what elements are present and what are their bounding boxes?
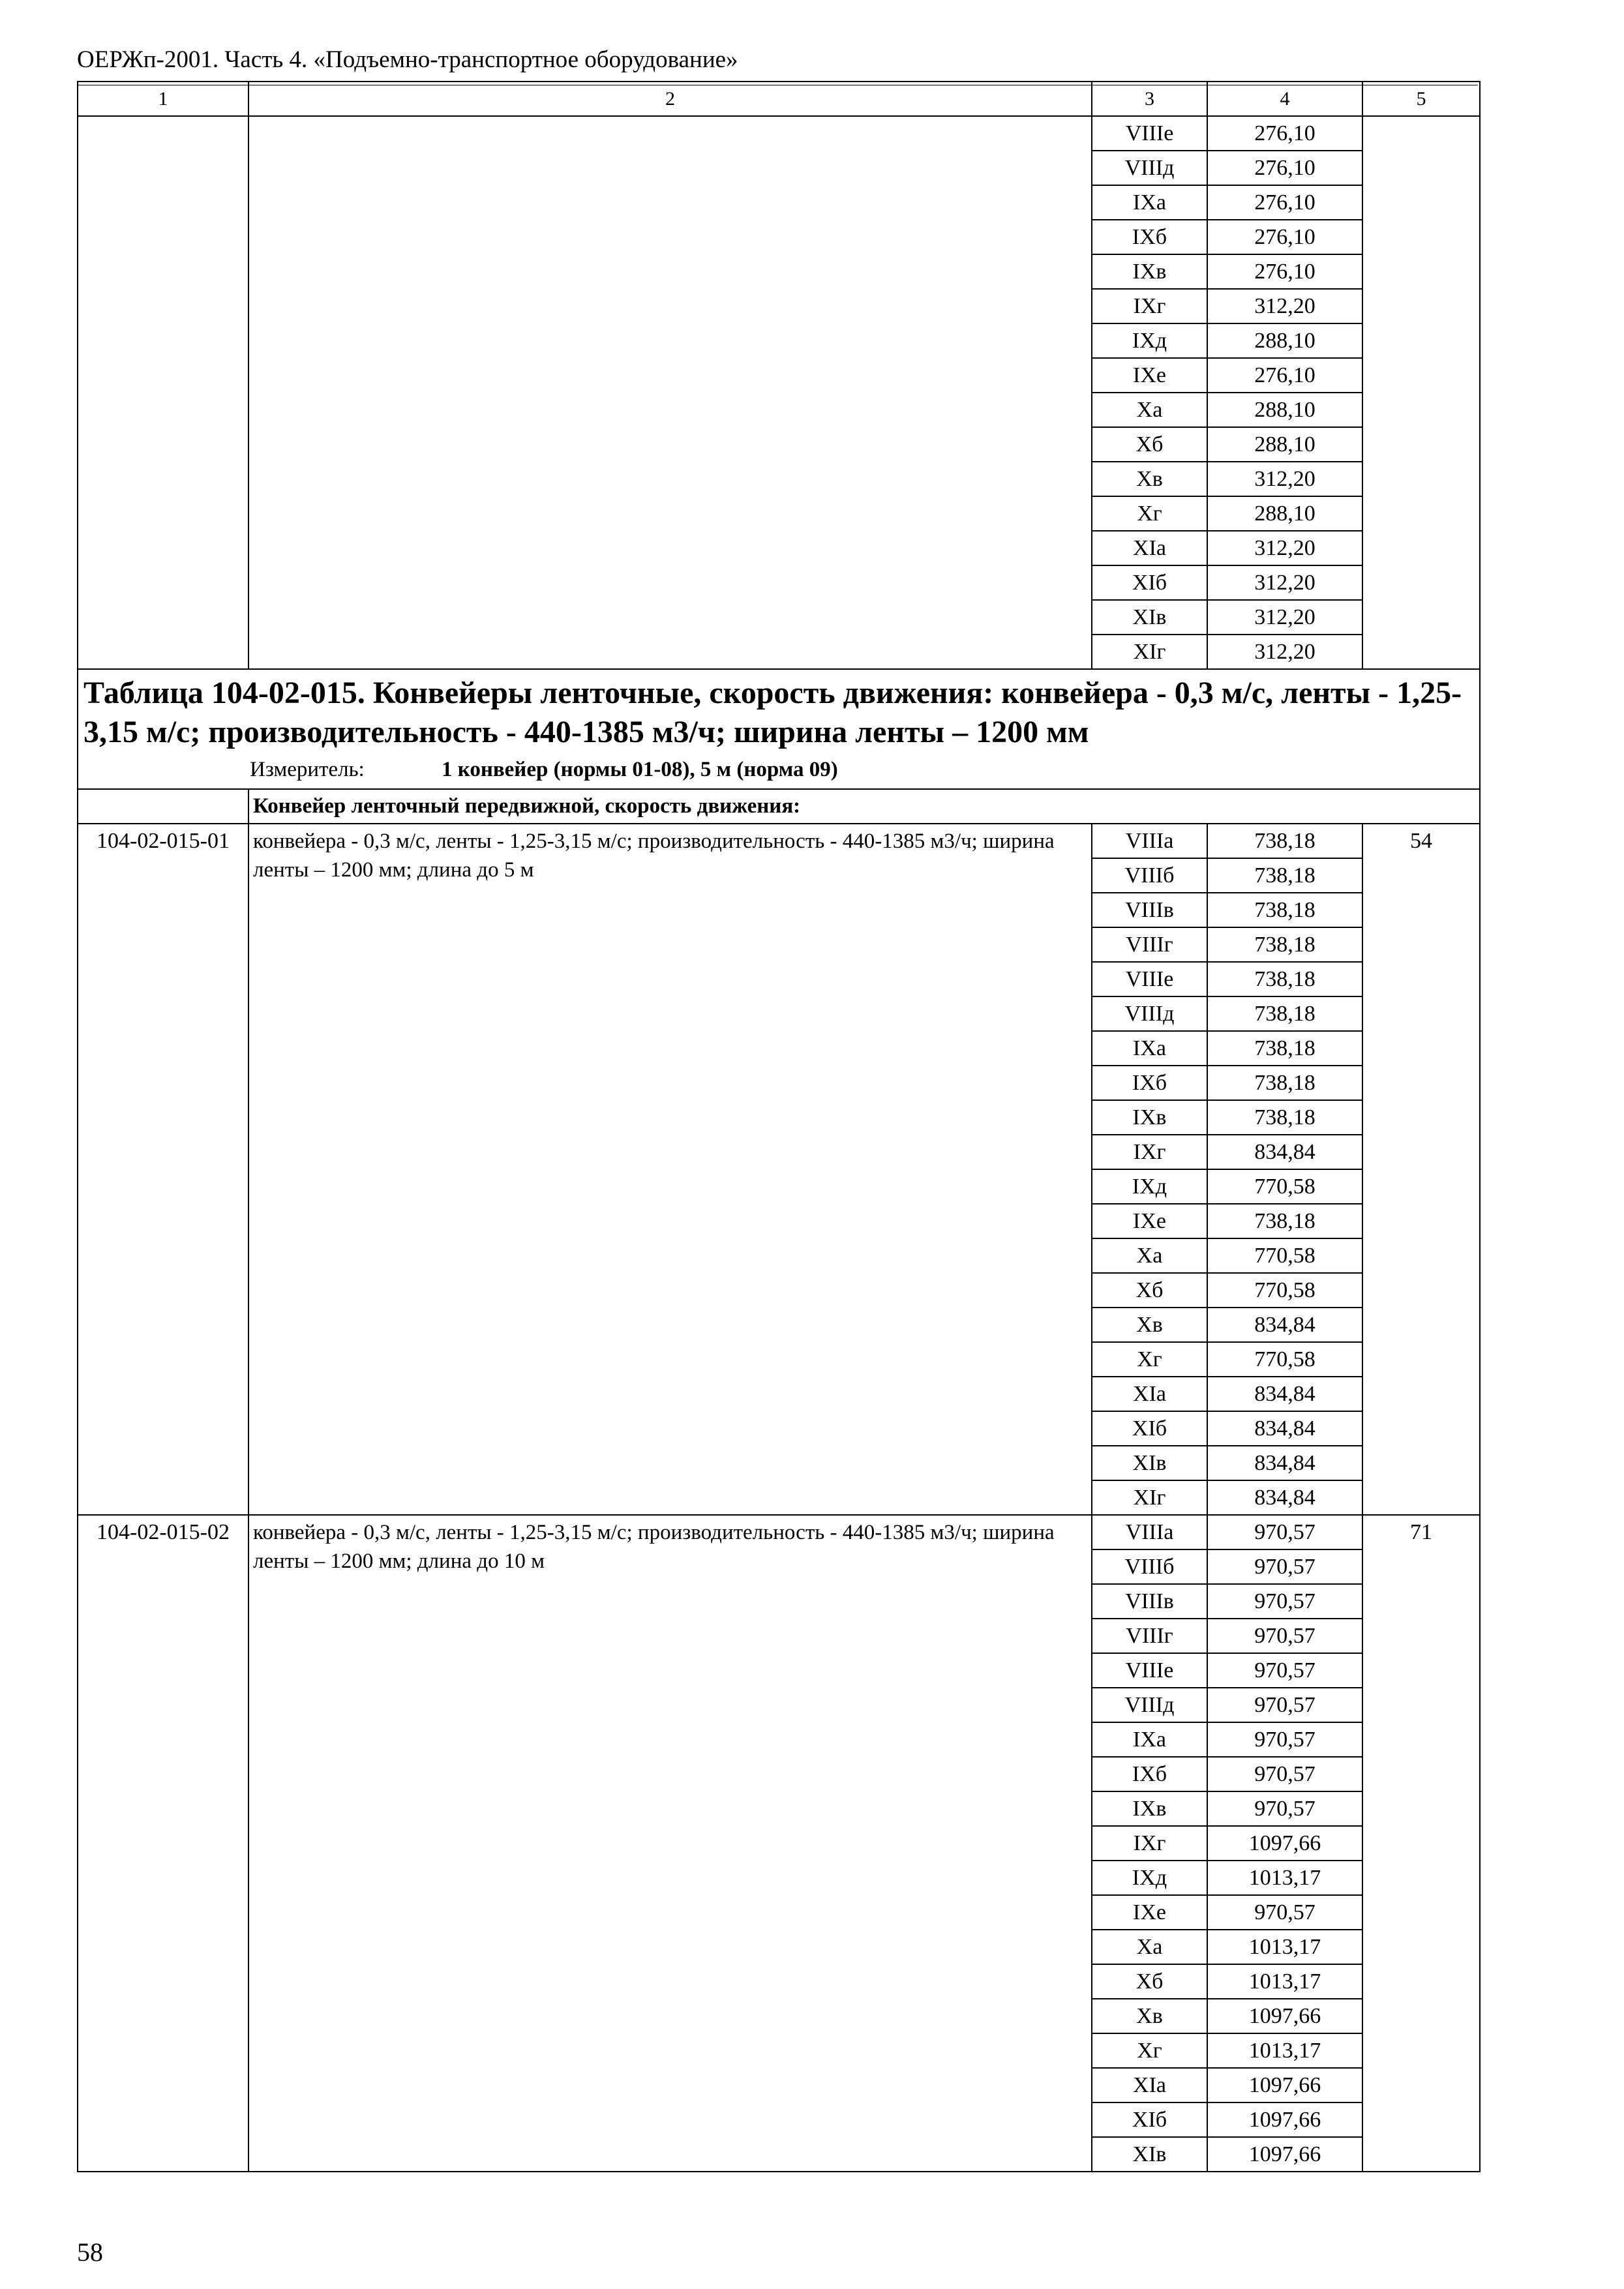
price-cell: 276,10 [1207, 185, 1362, 220]
price-cell: 834,84 [1207, 1308, 1362, 1342]
price-cell: 1013,17 [1207, 1861, 1362, 1895]
zone-cell: Xб [1092, 427, 1207, 462]
meter-value: 1 конвейер (нормы 01-08), 5 м (норма 09) [442, 758, 838, 781]
price-cell: 276,10 [1207, 254, 1362, 289]
meter-row [83, 755, 1474, 785]
table-row [78, 824, 1480, 858]
price-cell: 738,18 [1207, 1100, 1362, 1135]
price-cell: 276,10 [1207, 220, 1362, 254]
price-cell: 288,10 [1207, 393, 1362, 427]
zone-cell: VIIIа [1092, 1515, 1207, 1549]
column-header: 3 [1092, 82, 1207, 116]
page-header: ОЕРЖп-2001. Часть 4. «Подъемно-транспортное оборудование» [77, 40, 1478, 82]
empty-cell [78, 789, 248, 824]
zone-cell: IXб [1092, 220, 1207, 254]
table-title-cell [78, 669, 1480, 789]
zone-cell: IXд [1092, 1861, 1207, 1895]
table-title-row [78, 669, 1480, 789]
zone-cell: VIIIд [1092, 996, 1207, 1031]
price-cell: 276,10 [1207, 358, 1362, 393]
zone-cell: IXб [1092, 1757, 1207, 1791]
zone-cell: VIIIе [1092, 1653, 1207, 1688]
zone-cell: IXе [1092, 358, 1207, 393]
zone-cell: XIв [1092, 1446, 1207, 1480]
price-cell: 288,10 [1207, 323, 1362, 358]
zone-cell: VIIIв [1092, 1584, 1207, 1619]
zone-cell: VIIIб [1092, 1549, 1207, 1584]
zone-cell: Xг [1092, 2033, 1207, 2068]
zone-cell: XIа [1092, 2068, 1207, 2102]
table-row [78, 1515, 1480, 1549]
zone-cell: Xб [1092, 1964, 1207, 1999]
price-cell: 276,10 [1207, 151, 1362, 185]
price-cell: 738,18 [1207, 996, 1362, 1031]
zone-cell: IXа [1092, 1031, 1207, 1066]
price-cell: 288,10 [1207, 427, 1362, 462]
price-cell: 312,20 [1207, 565, 1362, 600]
price-cell: 970,57 [1207, 1515, 1362, 1549]
zone-cell: XIв [1092, 2137, 1207, 2172]
zone-cell: IXг [1092, 289, 1207, 323]
price-cell: 738,18 [1207, 893, 1362, 927]
zone-cell: XIг [1092, 635, 1207, 669]
group-title-row [78, 789, 1480, 824]
zone-cell: Xв [1092, 462, 1207, 496]
zone-cell: IXа [1092, 185, 1207, 220]
price-cell: 738,18 [1207, 1031, 1362, 1066]
price-cell: 738,18 [1207, 927, 1362, 962]
price-cell: 1013,17 [1207, 1930, 1362, 1964]
zone-cell: IXв [1092, 1100, 1207, 1135]
price-cell: 770,58 [1207, 1342, 1362, 1377]
price-cell: 738,18 [1207, 962, 1362, 996]
table-row [78, 116, 1480, 151]
zone-cell: Xг [1092, 1342, 1207, 1377]
zone-cell: VIIIд [1092, 1688, 1207, 1722]
column-header: 1 [78, 82, 248, 116]
price-cell: 276,10 [1207, 116, 1362, 151]
price-cell: 970,57 [1207, 1549, 1362, 1584]
price-cell: 970,57 [1207, 1895, 1362, 1930]
group-title: Конвейер ленточный передвижной, скорость движения: [248, 789, 1480, 824]
price-cell: 1013,17 [1207, 2033, 1362, 2068]
price-cell: 738,18 [1207, 824, 1362, 858]
price-cell: 970,57 [1207, 1791, 1362, 1826]
price-cell: 770,58 [1207, 1169, 1362, 1204]
price-cell: 312,20 [1207, 635, 1362, 669]
price-cell: 970,57 [1207, 1722, 1362, 1757]
zone-cell: IXг [1092, 1826, 1207, 1861]
zone-cell: XIа [1092, 1377, 1207, 1411]
price-cell: 770,58 [1207, 1238, 1362, 1273]
zone-cell: IXе [1092, 1204, 1207, 1238]
price-cell: 1097,66 [1207, 2137, 1362, 2172]
zone-cell: XIв [1092, 600, 1207, 635]
zone-cell: XIб [1092, 2102, 1207, 2137]
column-header: 4 [1207, 82, 1362, 116]
page-number: 58 [77, 2237, 103, 2267]
zone-cell: XIг [1092, 1480, 1207, 1515]
zone-cell: VIIIе [1092, 116, 1207, 151]
column-header: 2 [248, 82, 1092, 116]
price-cell: 834,84 [1207, 1480, 1362, 1515]
zone-cell: Xа [1092, 393, 1207, 427]
zone-cell: VIIIа [1092, 824, 1207, 858]
weight-cell: 54 [1362, 824, 1480, 1515]
price-cell: 834,84 [1207, 1411, 1362, 1446]
zone-cell: Xв [1092, 1308, 1207, 1342]
zone-cell: VIIIг [1092, 927, 1207, 962]
zone-cell: Xа [1092, 1238, 1207, 1273]
zone-cell: IXа [1092, 1722, 1207, 1757]
price-cell: 1097,66 [1207, 2102, 1362, 2137]
price-cell: 970,57 [1207, 1688, 1362, 1722]
price-cell: 970,57 [1207, 1619, 1362, 1653]
zone-cell: Xб [1092, 1273, 1207, 1308]
price-cell: 834,84 [1207, 1446, 1362, 1480]
meter-label: Измеритель: [250, 758, 365, 781]
zone-cell: IXб [1092, 1066, 1207, 1100]
price-cell: 1097,66 [1207, 2068, 1362, 2102]
zone-cell: VIIIв [1092, 893, 1207, 927]
zone-cell: XIа [1092, 531, 1207, 565]
price-cell: 1013,17 [1207, 1964, 1362, 1999]
zone-cell: Xв [1092, 1999, 1207, 2033]
zone-cell: VIIIг [1092, 1619, 1207, 1653]
zone-cell: VIIIб [1092, 858, 1207, 893]
code-cell: 104-02-015-02 [78, 1515, 248, 2172]
price-cell: 312,20 [1207, 289, 1362, 323]
table-title: Таблица 104-02-015. Конвейеры ленточные, скорость движения: конвейера - 0,3 м/с, ленты - 1,25-3,15 м/с; производительность - 440-1385 м3/ч; ширина ленты – 1200 мм [83, 676, 1462, 749]
zone-cell: IXв [1092, 254, 1207, 289]
price-cell: 834,84 [1207, 1135, 1362, 1169]
price-cell: 770,58 [1207, 1273, 1362, 1308]
zone-cell: XIб [1092, 565, 1207, 600]
zone-cell: IXд [1092, 1169, 1207, 1204]
zone-cell: IXе [1092, 1895, 1207, 1930]
price-table [77, 81, 1481, 2172]
price-cell: 834,84 [1207, 1377, 1362, 1411]
zone-cell: XIб [1092, 1411, 1207, 1446]
zone-cell: Xа [1092, 1930, 1207, 1964]
column-header: 5 [1362, 82, 1480, 116]
price-cell: 312,20 [1207, 600, 1362, 635]
weight-cell: 71 [1362, 1515, 1480, 2172]
zone-cell: Xг [1092, 496, 1207, 531]
description-cell: конвейера - 0,3 м/с, ленты - 1,25-3,15 м/с; производительность - 440-1385 м3/ч; ширина ленты – 1200 мм; длина до 10 м [248, 1515, 1092, 2172]
price-cell: 288,10 [1207, 496, 1362, 531]
zone-cell: IXд [1092, 323, 1207, 358]
description-cell [248, 116, 1092, 669]
price-cell: 312,20 [1207, 531, 1362, 565]
code-cell [78, 116, 248, 669]
zone-cell: VIIIд [1092, 151, 1207, 185]
price-cell: 738,18 [1207, 858, 1362, 893]
price-cell: 1097,66 [1207, 1826, 1362, 1861]
description-cell: конвейера - 0,3 м/с, ленты - 1,25-3,15 м/с; производительность - 440-1385 м3/ч; ширина ленты – 1200 мм; длина до 5 м [248, 824, 1092, 1515]
code-cell: 104-02-015-01 [78, 824, 248, 1515]
price-cell: 738,18 [1207, 1066, 1362, 1100]
zone-cell: IXг [1092, 1135, 1207, 1169]
price-cell: 970,57 [1207, 1584, 1362, 1619]
price-cell: 970,57 [1207, 1757, 1362, 1791]
weight-cell [1362, 116, 1480, 669]
price-cell: 312,20 [1207, 462, 1362, 496]
column-number-row [78, 82, 1480, 116]
price-cell: 1097,66 [1207, 1999, 1362, 2033]
zone-cell: VIIIе [1092, 962, 1207, 996]
price-cell: 738,18 [1207, 1204, 1362, 1238]
price-cell: 970,57 [1207, 1653, 1362, 1688]
zone-cell: IXв [1092, 1791, 1207, 1826]
